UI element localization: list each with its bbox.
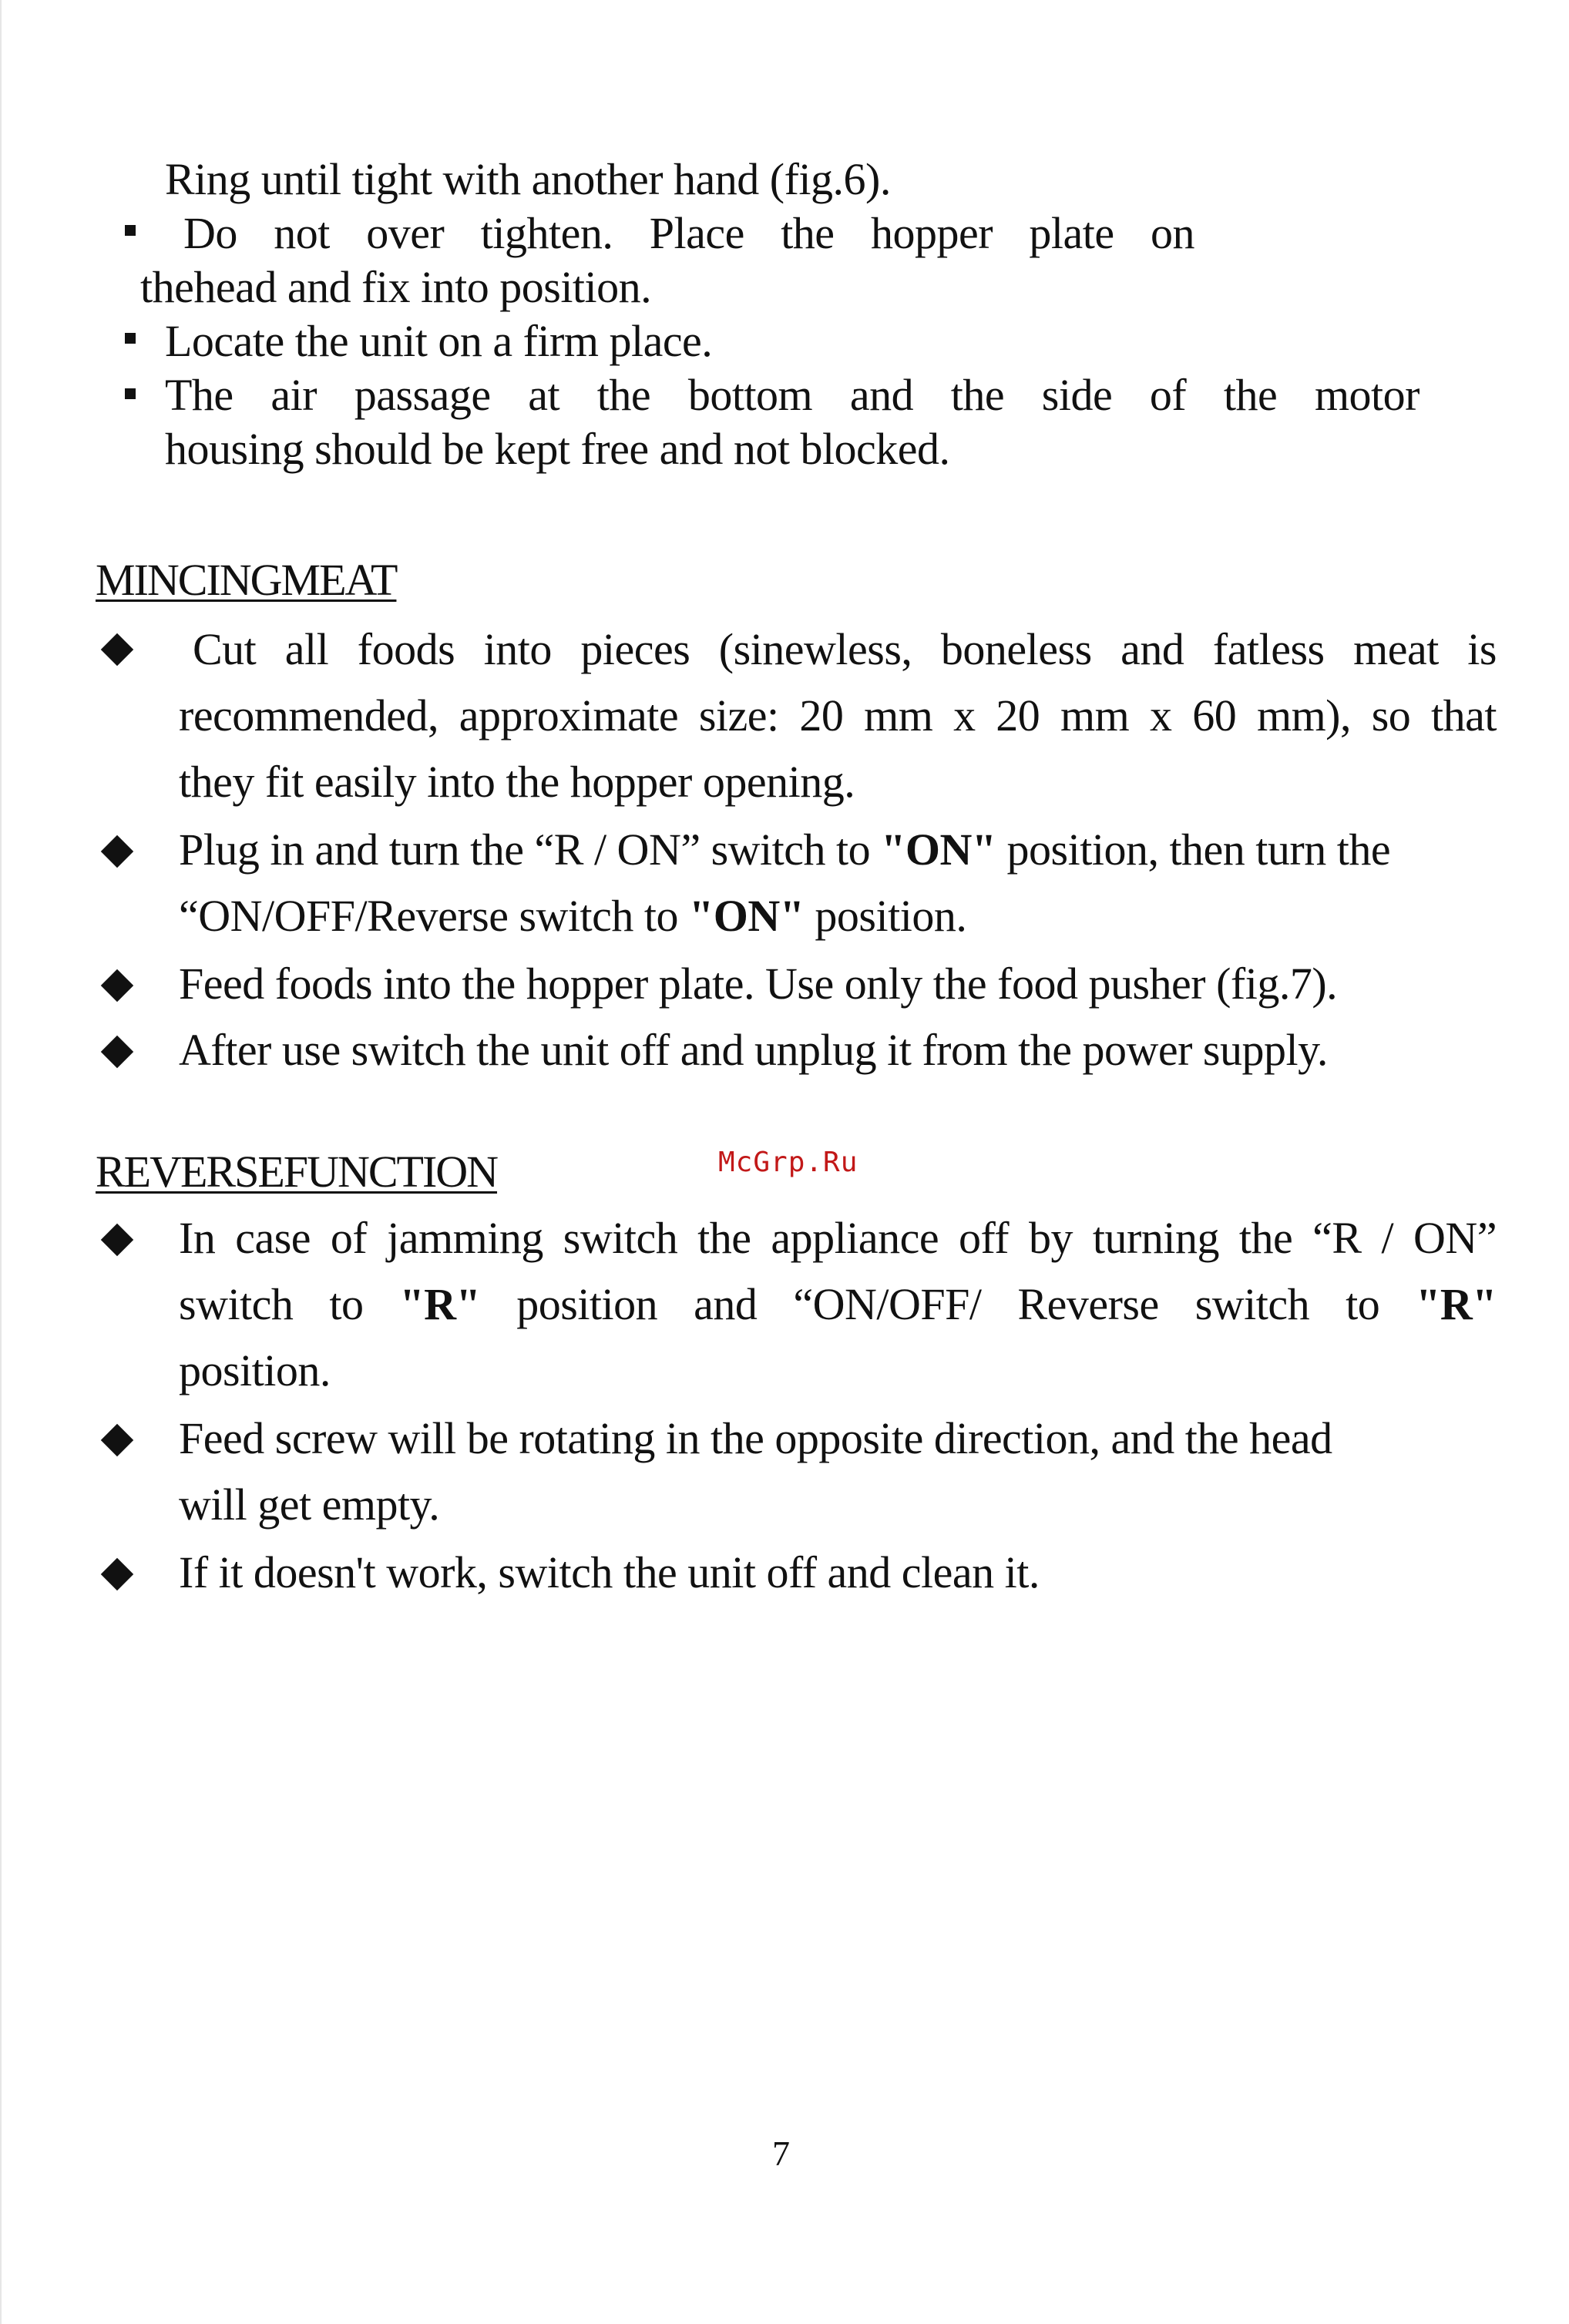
- bullet-text: Feed screw will be rotating in the opposite direction, and the head: [179, 1413, 1332, 1463]
- bullet-text: thehead and fix into position.: [140, 262, 652, 312]
- section-heading-reverse: REVERSEFUNCTION: [96, 1147, 498, 1197]
- section-heading-mincing: MINCINGMEAT: [96, 555, 397, 605]
- bold-text-run: "ON": [689, 891, 805, 941]
- bullet-text: [179, 823, 1390, 877]
- bullet-text: Feed foods into the hopper plate. Use only the food pusher (fig.7).: [179, 959, 1338, 1009]
- bullet-text: [179, 1278, 1497, 1332]
- watermark: McGrp.Ru: [718, 1147, 858, 1178]
- square-bullet-icon: [125, 225, 136, 236]
- bold-text-run: "ON": [881, 824, 996, 875]
- diamond-bullet-icon: [101, 835, 133, 868]
- text-run: Plug in and turn the “R / ON” switch to: [179, 824, 882, 875]
- text-run: switch to: [179, 1279, 400, 1329]
- text-run: position.: [804, 891, 967, 941]
- bullet-text: In case of jamming switch the appliance off by turning the “R / ON”: [179, 1213, 1497, 1263]
- bullet-text: Cut all foods into pieces (sinewless, boneless and fatless meat is: [193, 624, 1497, 674]
- bullet-text: will get empty.: [179, 1479, 440, 1530]
- continuation-line: Ring until tight with another hand (fig.6).: [165, 154, 891, 204]
- bullet-text: After use switch the unit off and unplug it from the power supply.: [179, 1025, 1328, 1075]
- square-bullet-icon: [125, 333, 136, 344]
- text-run: “ON/OFF/Reverse switch to: [179, 891, 689, 941]
- bullet-text: The air passage at the bottom and the side of the motor: [165, 370, 1419, 420]
- diamond-bullet-icon: [101, 1224, 133, 1256]
- bold-text-run: "R": [1416, 1279, 1497, 1329]
- bullet-text: recommended, approximate size: 20 mm x 20 mm x 60 mm), so that: [179, 690, 1497, 741]
- bullet-text: they fit easily into the hopper opening.: [179, 757, 855, 807]
- text-run: position and “ON/OFF/ Reverse switch to: [480, 1279, 1416, 1329]
- bullet-text: Locate the unit on a firm place.: [165, 316, 713, 366]
- diamond-bullet-icon: [101, 1424, 133, 1456]
- diamond-bullet-icon: [101, 1036, 133, 1068]
- diamond-bullet-icon: [101, 1558, 133, 1590]
- bullet-text: Do not over tighten. Place the hopper plate on: [183, 208, 1194, 258]
- diamond-bullet-icon: [101, 969, 133, 1002]
- text-run: position, then turn the: [996, 824, 1391, 875]
- bullet-text: If it doesn't work, switch the unit off and clean it.: [179, 1547, 1040, 1597]
- bullet-text: [179, 889, 966, 943]
- square-bullet-icon: [125, 388, 136, 399]
- page-number: 7: [772, 2134, 790, 2173]
- bullet-text: position.: [179, 1345, 331, 1395]
- diamond-bullet-icon: [101, 633, 133, 666]
- bold-text-run: "R": [399, 1279, 481, 1329]
- bullet-text: housing should be kept free and not blocked.: [165, 424, 950, 474]
